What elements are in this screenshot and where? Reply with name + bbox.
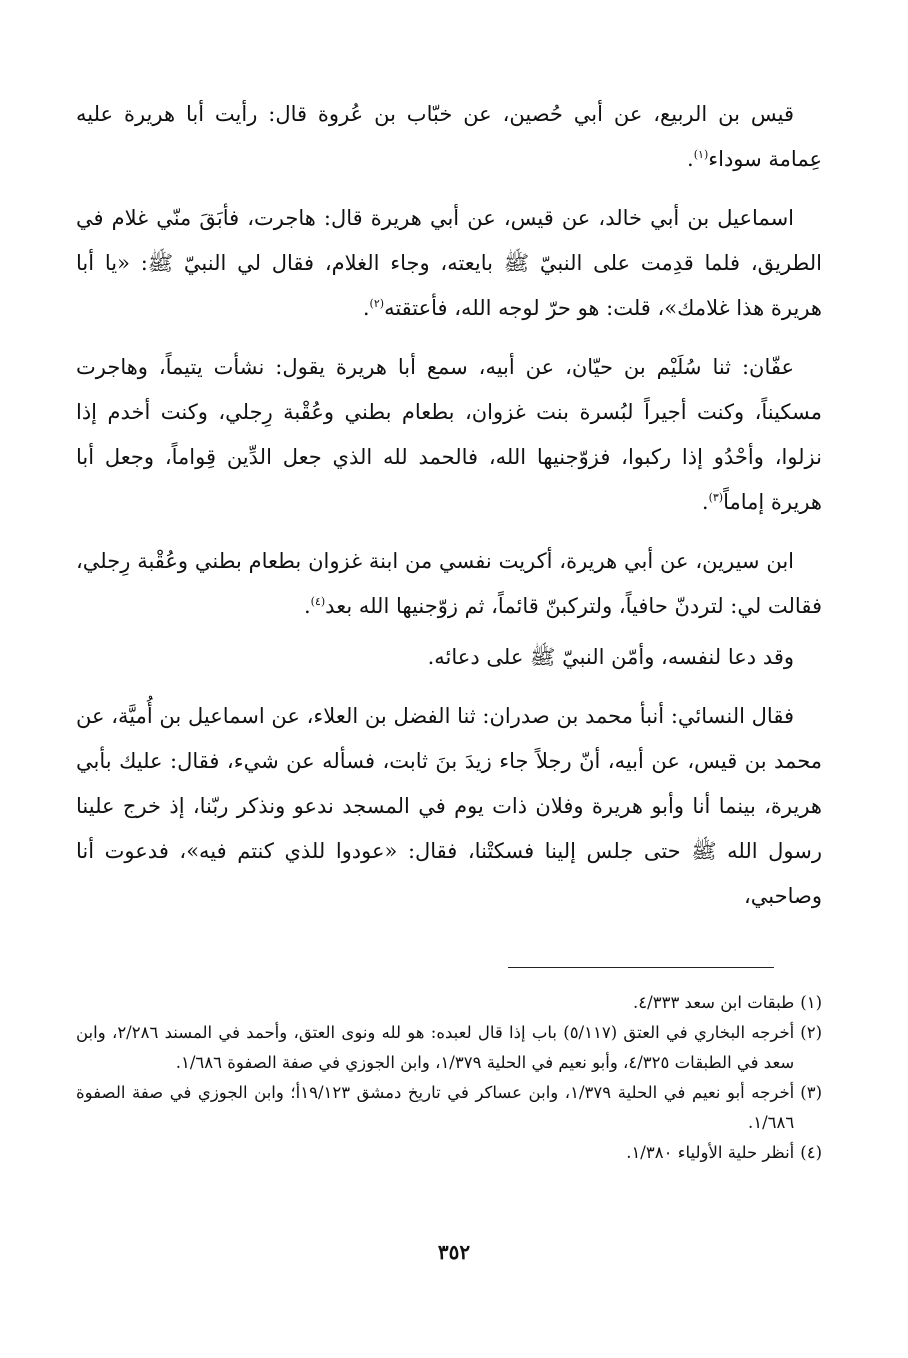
paragraph-6: فقال النسائي: أنبأ محمد بن صدران: ثنا الفضل بن العلاء، عن اسماعيل بن أُميَّة، عن محمد بن قيس، عن أبيه، أنّ رجلاً جاء زيدَ بنَ ثابت، فسأله عن شيء، فقال: عليك بأبي هريرة، بينما أنا وأبو هريرة وفلان ذات يوم في المسجد ندعو ونذكر ربّنا، إذ خرج علينا رسول الله ﷺ حتى جلس إلينا فسكتْنا، فقال: «عودوا للذي كنتم فيه»، فدعوت أنا وصاحبي، xyxy=(76,704,822,908)
paragraph-5: وقد دعا لنفسه، وأمّن النبيّ ﷺ على دعائه. xyxy=(427,645,794,669)
footnote-ref-4: (٤) xyxy=(310,595,326,608)
footnote-3 xyxy=(76,1078,822,1138)
footnote-2 xyxy=(76,1018,822,1078)
footnote-number: (٢) xyxy=(800,1023,822,1042)
footnote-ref-2: (٢) xyxy=(369,297,385,310)
footnote-text: أخرجه أبو نعيم في الحلية ١/٣٧٩، وابن عساكر في تاريخ دمشق ١٩/١٢٣أ؛ وابن الجوزي في صفة الصفوة ١/٦٨٦. xyxy=(76,1083,795,1132)
main-text xyxy=(76,92,822,933)
footnote-4 xyxy=(76,1138,822,1168)
footnote-number: (٣) xyxy=(800,1083,822,1102)
footnote-ref-1: (١) xyxy=(693,148,709,161)
footnote-text: طبقات ابن سعد ٤/٣٣٣. xyxy=(633,993,795,1012)
footnote-ref-3: (٣) xyxy=(708,491,724,504)
footnote-divider xyxy=(508,967,774,968)
footnote-number: (٤) xyxy=(800,1143,822,1162)
footnote-text: أخرجه البخاري في العتق (٥/١١٧) باب إذا قال لعبده: هو لله ونوى العتق، وأحمد في المسند ٢/٢٨٦، وابن سعد في الطبقات ٤/٣٢٥، وأبو نعيم في الحلية ١/٣٧٩، وابن الجوزي في صفة الصفوة ١/٦٨٦. xyxy=(76,1023,795,1072)
footnotes xyxy=(76,988,822,1168)
paragraph-4: ابن سيرين، عن أبي هريرة، أكريت نفسي من ابنة غزوان بطعام بطني وعُقْبة رِجلي، فقالت لي: لتردنّ حافياً، ولتركبنّ قائماً، ثم زوّجنيها الله بعد$^{(٤)}$. xyxy=(76,549,822,618)
paragraph-3: عفّان: ثنا سُلَيْم بن حيّان، عن أبيه، سمع أبا هريرة يقول: نشأت يتيماً، وهاجرت مسكيناً، وكنت أجيراً لبُسرة بنت غزوان، بطعام بطني وعُقْبة رِجلي، وكنت أخدم إذا نزلوا، وأحْدُو إذا ركبوا، فزوّجنيها الله، فالحمد لله الذي جعل الدِّين قِواماً، وجعل أبا هريرة إماماً$^{(٣)}$. xyxy=(76,355,822,514)
footnote-text: أنظر حلية الأولياء ١/٣٨٠. xyxy=(626,1143,795,1162)
paragraph-2: اسماعيل بن أبي خالد، عن قيس، عن أبي هريرة قال: هاجرت، فأبَقَ منّي غلام في الطريق، فلما قدِمت على النبيّ ﷺ بايعته، وجاء الغلام، فقال لي النبيّ ﷺ: «يا أبا هريرة هذا غلامك»، قلت: هو حرّ لوجه الله، فأعتقته$^{(٢)}$. xyxy=(76,206,822,320)
page-number: ٣٥٢ xyxy=(437,1240,471,1264)
paragraph-1: قيس بن الربيع، عن أبي حُصين، عن خبّاب بن عُروة قال: رأيت أبا هريرة عليه عِمامة سوداء$^{(١)}$. xyxy=(76,102,822,171)
footnote-number: (١) xyxy=(800,993,822,1012)
footnote-1 xyxy=(76,988,822,1018)
